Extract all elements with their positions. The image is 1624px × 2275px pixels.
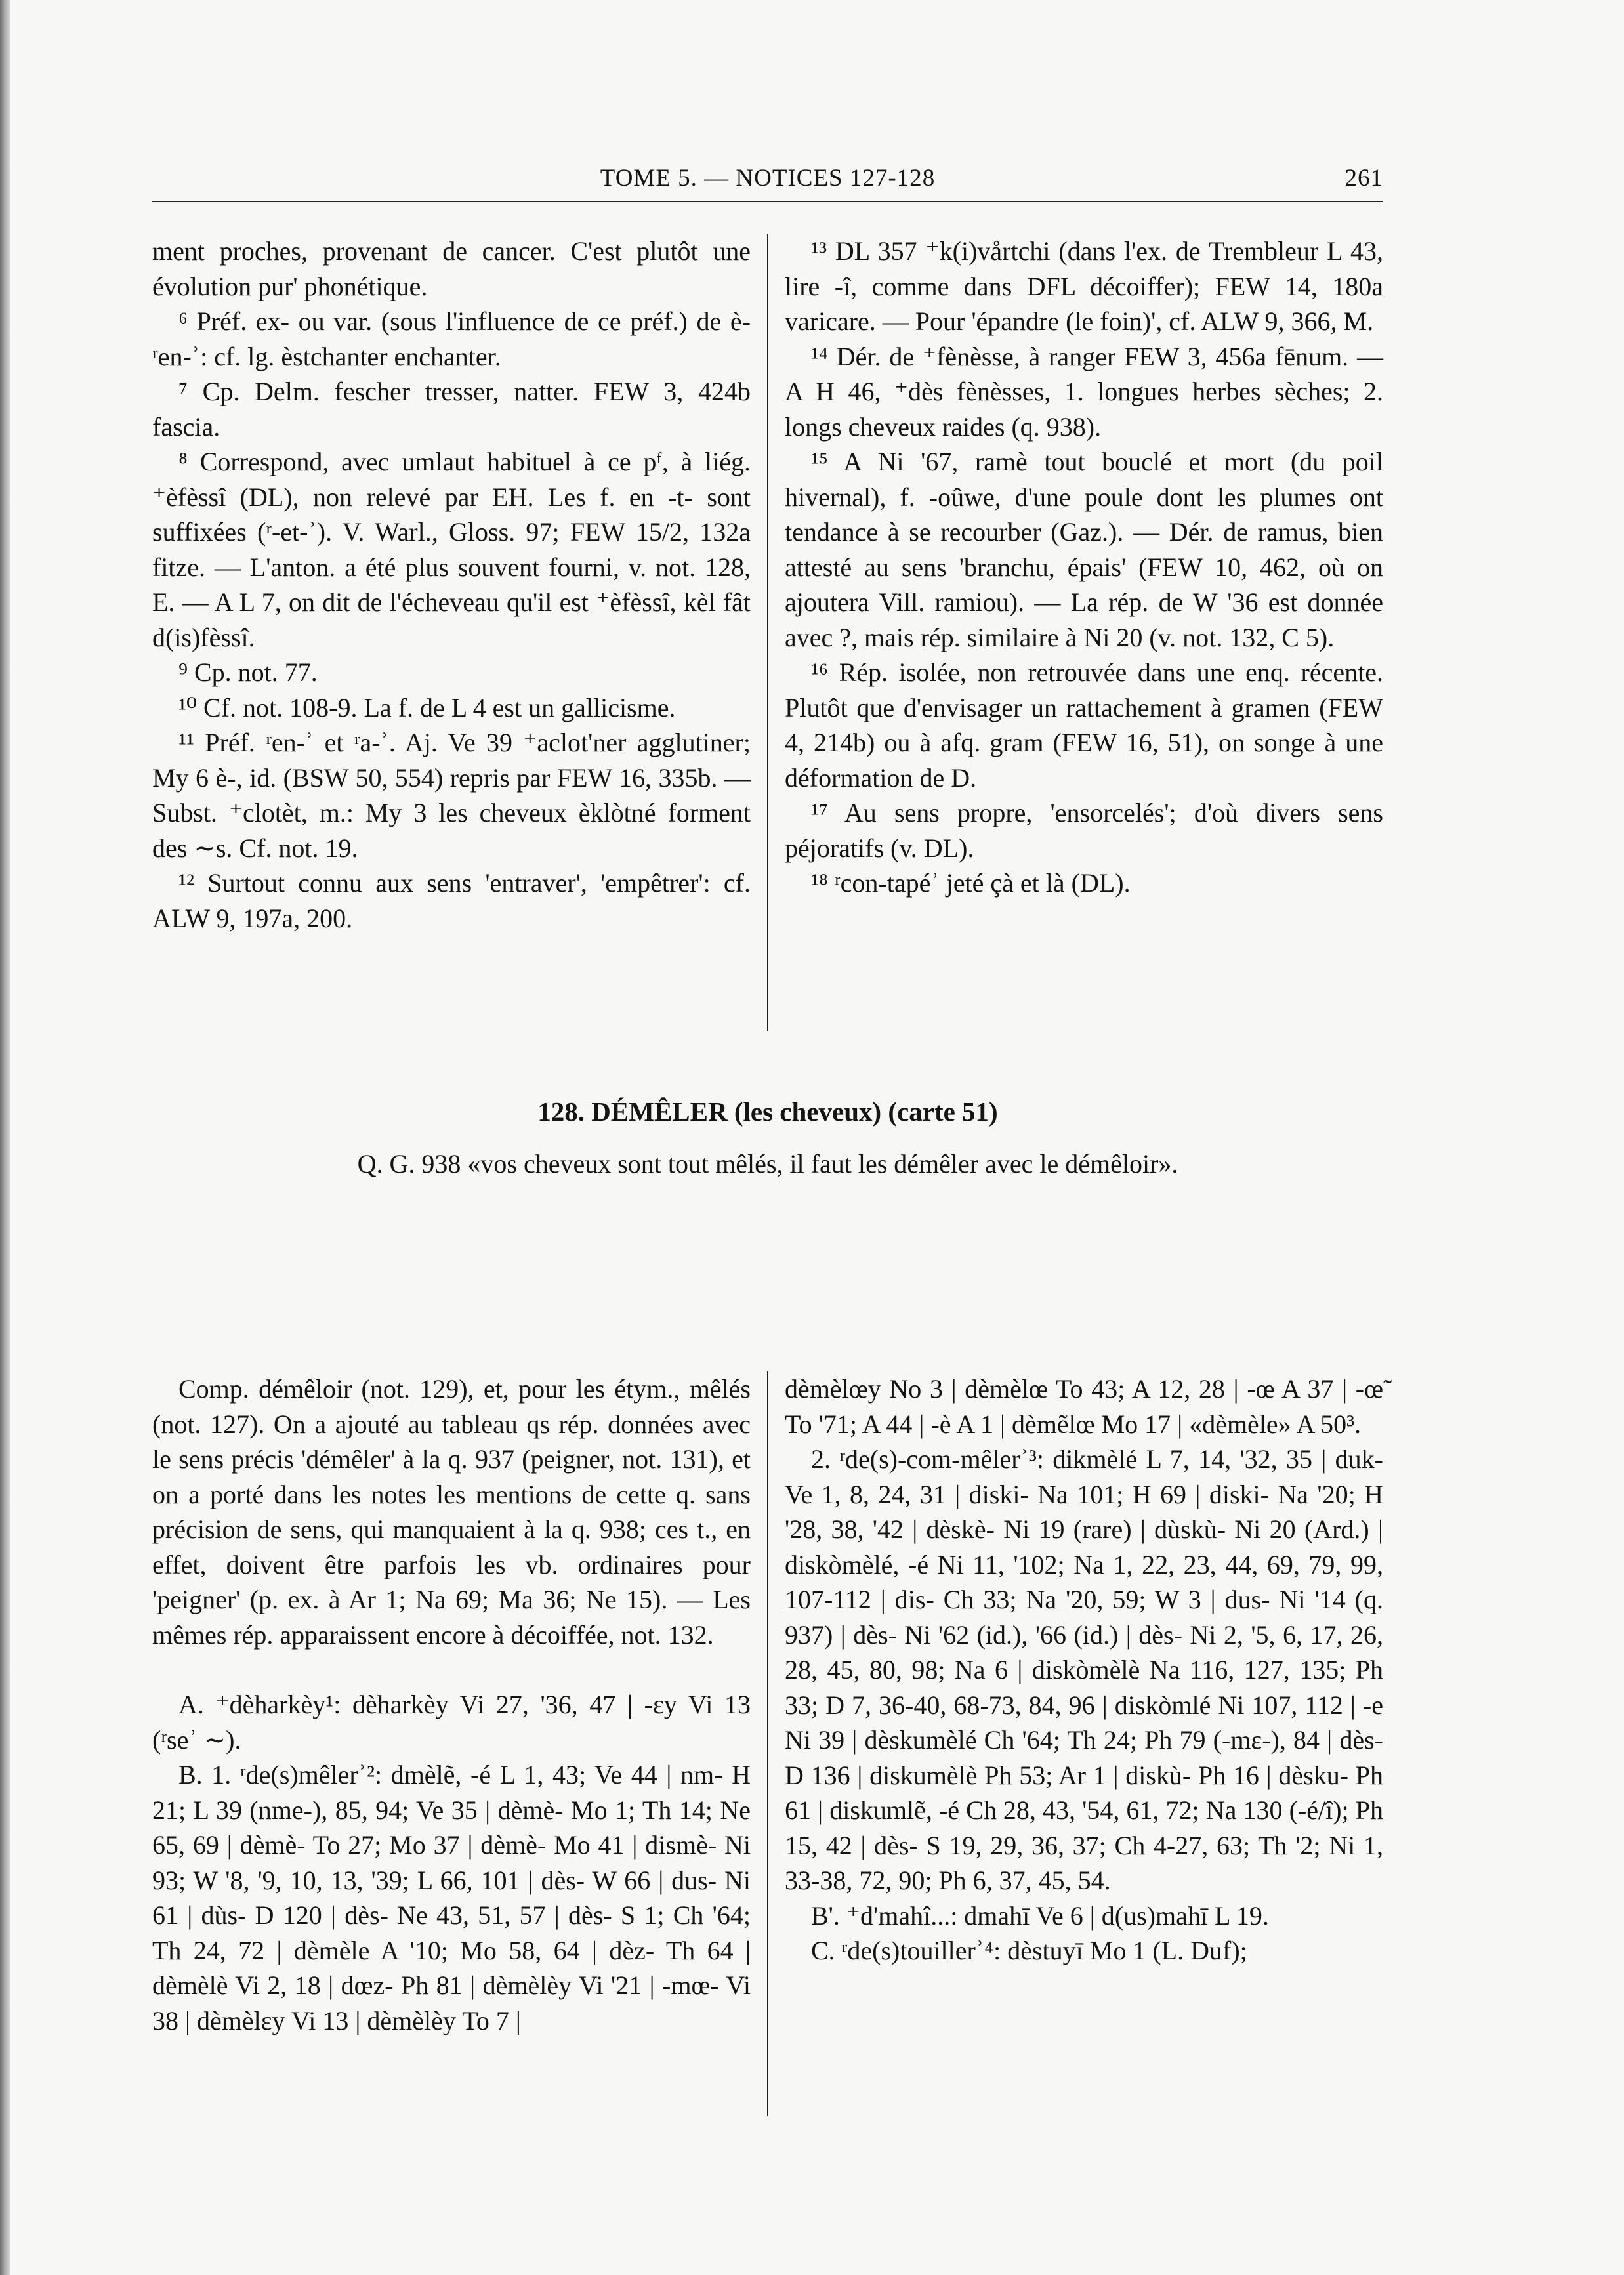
footnotes-left-column <box>152 234 751 1031</box>
footnote-9: ⁹ Cp. not. 77. <box>178 657 318 687</box>
body-right-column <box>785 1371 1383 2116</box>
notice-title: 128. DÉMÊLER (les cheveux) (carte 51) <box>537 1096 998 1127</box>
column-divider <box>767 1371 768 2116</box>
footnote-16: ¹⁶ Rép. isolée, non retrouvée dans une enq. récente. Plutôt que d'envisager un rattachement à gramen (FEW 4, 214b) ou à afq. gram (FEW 16, 51), on songe à une déformation de D. <box>785 657 1383 793</box>
footnote-6: ⁶ Préf. ex- ou var. (sous l'influence de ce préf.) de è- ʳen-ʾ: cf. lg. èstchanter enchanter. <box>152 306 751 371</box>
entry-b1-continued: dèmèlœy No 3 | dèmèlœ To 43; A 12, 28 | -œ A 37 | -œ̃ To '71; A 44 | -è A 1 | dèmẽlœ Mo 17 | «dèmèle» A 50³. <box>785 1374 1383 1439</box>
footnote-11: ¹¹ Préf. ʳen-ʾ et ʳa-ʾ. Aj. Ve 39 ⁺aclot'ner agglutiner; My 6 è-, id. (BSW 50, 554) repris par FEW 16, 335b. — Subst. ⁺clotèt, m.: My 3 les cheveux èklòtné forment des ∼s. Cf. not. 19. <box>152 728 751 863</box>
footnotes-right-column <box>785 234 1383 1031</box>
page-edge-shadow <box>0 0 10 2275</box>
entry-b-prime: B'. ⁺d'mahî...: dmahī Ve 6 | d(us)mahī L 19. <box>811 1900 1269 1931</box>
footnote-8: ⁸ Correspond, avec umlaut habituel à ce pᶠ, à liég. ⁺èfèssî (DL), non relevé par EH. Les f. en -t- sont suffixées (ʳ-et-ʾ). V. Warl., Gloss. 97; FEW 15/2, 132a fitze. — L'anton. a été plus souvent fourni, v. not. 128, E. — A L 7, on dit de l'écheveau qu'il est ⁺èfèssî, kèl fât d(is)fèssî. <box>152 447 751 652</box>
running-header <box>152 164 1383 198</box>
footnotes-section <box>152 234 1383 1031</box>
entry-c: C. ʳde(s)touillerʾ⁴: dèstuyī Mo 1 (L. Duf); <box>811 1936 1247 1965</box>
body-left-column <box>152 1371 751 2116</box>
page-number: 261 <box>1344 165 1383 192</box>
footnote-15: ¹⁵ A Ni '67, ramè tout bouclé et mort (du poil hivernal), f. -oûwe, d'une poule dont les plumes ont tendance à se recourber (Gaz.). — Dér. de ramus, bien attesté au sens 'branchu, épais' (FEW 10, 462, où on ajoutera Vill. ramiou). — La rép. de W '36 est donnée avec ?, mais rép. similaire à Ni 20 (v. not. 132, C 5). <box>785 447 1383 652</box>
entry-b2: 2. ʳde(s)-com-mêlerʾ³: dikmèlé L 7, 14, '32, 35 | duk- Ve 1, 8, 24, 31 | diski- Na 101; H 69 | diski- Na '20; H '28, 38, '42 | dèskè- Ni 19 (rare) | dùskù- Ni 20 (Ard.) | diskòmèlé, -é Ni 11, '102; Na 1, 22, 23, 44, 69, 79, 99, 107-112 | dis- Ch 33; Na '20, 59; W 3 | dus- Ni '14 (q. 937) | dès- Ni '62 (id.), '66 (id.) | dès- Ni 2, '5, 6, 17, 26, 28, 45, 80, 98; Na 6 | diskòmèlè Na 116, 127, 135; Ph 33; D 7, 36-40, 68-73, 84, 96 | diskòmlé Ni 107, 112 | -e Ni 39 | dèskumèlé Ch '64; Th 24; Ph 79 (-mɛ-), 84 | dès- D 136 | diskumèlè Ph 53; Ar 1 | diskù- Ph 16 | dèsku- Ph 61 | diskumlẽ, -é Ch 28, 43, '54, 61, 72; Na 130 (-é/î); Ph 15, 42 | dès- S 19, 29, 36, 37; Ch 4-27, 63; Th '2; Ni 1, 33-38, 72, 90; Ph 6, 37, 45, 54. <box>785 1444 1383 1895</box>
footnote-14: ¹⁴ Dér. de ⁺fènèsse, à ranger FEW 3, 456a fēnum. — A H 46, ⁺dès fènèsses, 1. longues herbes sèches; 2. longs cheveux raides (q. 938). <box>785 341 1383 442</box>
footnote-text: ment proches, provenant de cancer. C'est plutôt une évolution pur' phonétique. <box>152 236 751 301</box>
entry-b1: B. 1. ʳde(s)mêlerʾ²: dmèlẽ, -é L 1, 43; Ve 44 | nm- H 21; L 39 (nme-), 85, 94; Ve 35 | dèmè- Mo 1; Th 14; Ne 65, 69 | dèmè- To 27; Mo 37 | dèmè- Mo 41 | dismè- Ni 93; W '8, '9, 10, 13, '39; L 66, 101 | dès- W 66 | dus- Ni 61 | dùs- D 120 | dès- Ne 43, 51, 57 | dès- S 1; Ch '64; Th 24, 72 | dèmèle A '10; Mo 58, 64 | dèz- Th 64 | dèmèlè Vi 2, 18 | dœz- Ph 81 | dèmèlèy Vi '21 | -mœ- Vi 38 | dèmèlɛy Vi 13 | dèmèlèy To 7 | <box>152 1760 751 2035</box>
notice-question: Q. G. 938 «vos cheveux sont tout mêlés, il faut les démêler avec le démêloir». <box>357 1149 1178 1179</box>
notice-body <box>152 1371 1383 2116</box>
running-title: TOME 5. — NOTICES 127-128 <box>600 165 936 192</box>
entry-a: A. ⁺dèharkèy¹: dèharkèy Vi 27, '36, 47 | -ɛy Vi 13 (ʳseʾ ∼). <box>152 1690 751 1755</box>
intro-paragraph: Comp. démêloir (not. 129), et, pour les étym., mêlés (not. 127). On a ajouté au tableau qs rép. données avec le sens précis 'démêler' à la q. 937 (peigner, not. 131), et on a porté dans les notes les mentions de cette q. sans précision de sens, qui manquaient à la q. 938; ces t., en effet, doivent être parfois les vb. ordinaires pour 'peigner' (p. ex. à Ar 1; Na 69; Ma 36; Ne 15). — Les mêmes rép. apparaissent encore à décoiffée, not. 132. <box>152 1374 751 1650</box>
footnote-10: ¹⁰ Cf. not. 108-9. La f. de L 4 est un gallicisme. <box>178 692 676 722</box>
column-divider <box>767 234 768 1031</box>
footnote-17: ¹⁷ Au sens propre, 'ensorcelés'; d'où divers sens péjoratifs (v. DL). <box>785 798 1383 863</box>
book-page <box>152 164 1383 2035</box>
footnote-12: ¹² Surtout connu aux sens 'entraver', 'empêtrer': cf. ALW 9, 197a, 200. <box>152 868 751 933</box>
footnote-18: ¹⁸ ʳcon-tapéʾ jeté çà et là (DL). <box>811 868 1131 898</box>
footnote-13: ¹³ DL 357 ⁺k(i)vårtchi (dans l'ex. de Trembleur L 43, lire -î, comme dans DFL décoiffer); FEW 14, 180a varicare. — Pour 'épandre (le foin)', cf. ALW 9, 366, M. <box>785 236 1383 336</box>
footnote-7: ⁷ Cp. Delm. fescher tresser, natter. FEW 3, 424b fascia. <box>152 377 751 442</box>
header-rule <box>152 201 1383 202</box>
